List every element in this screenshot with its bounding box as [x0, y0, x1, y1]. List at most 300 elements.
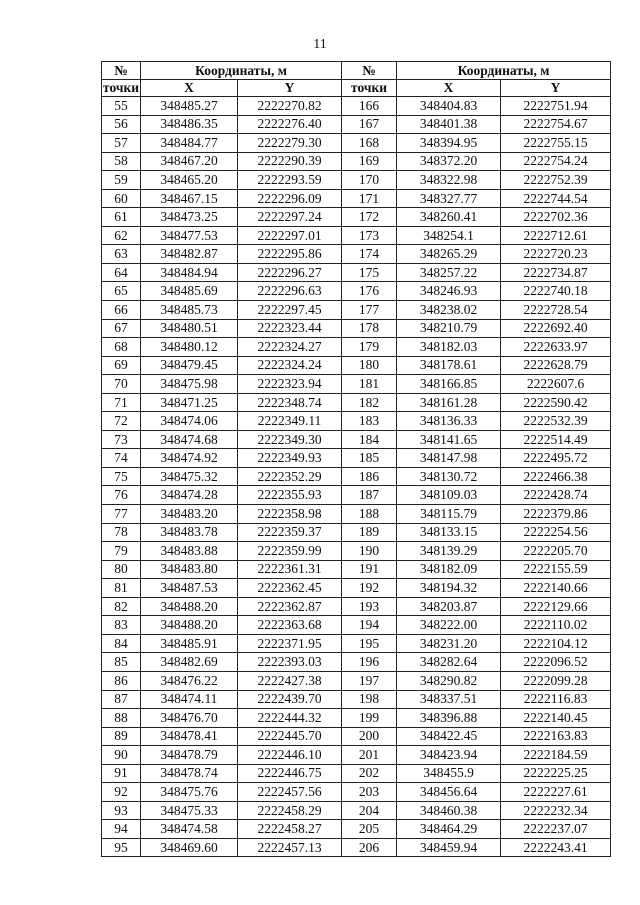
point-number-cell: 62 — [102, 226, 141, 245]
x-coordinate-cell: 348475.32 — [141, 467, 238, 486]
table-row — [102, 579, 611, 598]
table-row — [102, 505, 611, 524]
table-row — [102, 820, 611, 839]
x-coordinate-cell: 348257.22 — [397, 263, 501, 282]
x-coordinate-cell: 348254.1 — [397, 226, 501, 245]
y-coordinate-cell: 2222358.98 — [238, 505, 342, 524]
y-coordinate-cell: 2222324.24 — [238, 356, 342, 375]
y-coordinate-cell: 2222290.39 — [238, 152, 342, 171]
x-coordinate-cell: 348109.03 — [397, 486, 501, 505]
y-coordinate-cell: 2222514.49 — [501, 430, 611, 449]
point-number-cell: 171 — [342, 189, 397, 208]
table-row — [102, 152, 611, 171]
x-coordinate-cell: 348478.74 — [141, 764, 238, 783]
x-coordinate-cell: 348178.61 — [397, 356, 501, 375]
y-coordinate-cell: 2222446.10 — [238, 746, 342, 765]
x-coordinate-cell: 348474.58 — [141, 820, 238, 839]
coordinates-header-left: Координаты, м — [141, 62, 342, 80]
y-coordinate-cell: 2222279.30 — [238, 134, 342, 153]
point-number-cell: 169 — [342, 152, 397, 171]
x-coordinate-cell: 348478.41 — [141, 727, 238, 746]
y-coordinate-cell: 2222458.27 — [238, 820, 342, 839]
point-number-cell: 195 — [342, 634, 397, 653]
x-coordinate-cell: 348476.22 — [141, 671, 238, 690]
y-coordinate-cell: 2222371.95 — [238, 634, 342, 653]
point-number-cell: 182 — [342, 393, 397, 412]
point-number-cell: 57 — [102, 134, 141, 153]
table-row — [102, 746, 611, 765]
y-coordinate-cell: 2222295.86 — [238, 245, 342, 264]
y-coordinate-cell: 2222439.70 — [238, 690, 342, 709]
point-number-cell: 87 — [102, 690, 141, 709]
point-number-cell: 69 — [102, 356, 141, 375]
x-coordinate-cell: 348482.69 — [141, 653, 238, 672]
point-number-cell: 61 — [102, 208, 141, 227]
y-coordinate-cell: 2222702.36 — [501, 208, 611, 227]
point-number-cell: 83 — [102, 616, 141, 635]
y-coordinate-cell: 2222243.41 — [501, 838, 611, 857]
point-number-cell: 55 — [102, 97, 141, 116]
y-coordinate-cell: 2222296.63 — [238, 282, 342, 301]
x-coordinate-cell: 348479.45 — [141, 356, 238, 375]
point-number-cell: 191 — [342, 560, 397, 579]
point-number-cell: 60 — [102, 189, 141, 208]
y-coordinate-cell: 2222740.18 — [501, 282, 611, 301]
x-coordinate-cell: 348394.95 — [397, 134, 501, 153]
y-coordinate-cell: 2222393.03 — [238, 653, 342, 672]
table-row — [102, 97, 611, 116]
y-coordinate-cell: 2222110.02 — [501, 616, 611, 635]
point-number-cell: 167 — [342, 115, 397, 134]
y-coordinate-cell: 2222754.67 — [501, 115, 611, 134]
y-coordinate-cell: 2222225.25 — [501, 764, 611, 783]
x-coordinate-cell: 348474.92 — [141, 449, 238, 468]
x-coordinate-cell: 348182.03 — [397, 338, 501, 357]
point-number-cell: 203 — [342, 783, 397, 802]
y-coordinate-cell: 2222734.87 — [501, 263, 611, 282]
y-coordinate-cell: 2222270.82 — [238, 97, 342, 116]
coordinates-table — [101, 61, 611, 857]
x-coordinate-cell: 348474.28 — [141, 486, 238, 505]
table-row — [102, 616, 611, 635]
point-number-cell: 197 — [342, 671, 397, 690]
point-number-cell: 187 — [342, 486, 397, 505]
point-number-cell: 173 — [342, 226, 397, 245]
x-coordinate-cell: 348485.73 — [141, 301, 238, 320]
x-coordinate-cell: 348396.88 — [397, 709, 501, 728]
point-number-cell: 202 — [342, 764, 397, 783]
x-coordinate-cell: 348485.91 — [141, 634, 238, 653]
point-number-cell: 177 — [342, 301, 397, 320]
point-number-cell: 88 — [102, 709, 141, 728]
table-row — [102, 597, 611, 616]
y-coordinate-cell: 2222349.30 — [238, 430, 342, 449]
point-number-cell: 178 — [342, 319, 397, 338]
y-coordinate-cell: 2222363.68 — [238, 616, 342, 635]
y-header-right: Y — [501, 80, 611, 97]
x-coordinate-cell: 348475.76 — [141, 783, 238, 802]
y-coordinate-cell: 2222444.32 — [238, 709, 342, 728]
coordinates-body — [102, 97, 611, 857]
table-row — [102, 282, 611, 301]
point-number-cell: 193 — [342, 597, 397, 616]
y-coordinate-cell: 2222140.45 — [501, 709, 611, 728]
y-coordinate-cell: 2222352.29 — [238, 467, 342, 486]
y-coordinate-cell: 2222633.97 — [501, 338, 611, 357]
x-coordinate-cell: 348210.79 — [397, 319, 501, 338]
table-row — [102, 263, 611, 282]
point-number-cell: 176 — [342, 282, 397, 301]
y-coordinate-cell: 2222163.83 — [501, 727, 611, 746]
point-number-cell: 64 — [102, 263, 141, 282]
x-coordinate-cell: 348473.25 — [141, 208, 238, 227]
table-row — [102, 671, 611, 690]
table-row — [102, 542, 611, 561]
y-coordinate-cell: 2222457.13 — [238, 838, 342, 857]
y-coordinate-cell: 2222361.31 — [238, 560, 342, 579]
y-coordinate-cell: 2222104.12 — [501, 634, 611, 653]
point-number-cell: 174 — [342, 245, 397, 264]
x-coordinate-cell: 348194.32 — [397, 579, 501, 598]
point-number-cell: 76 — [102, 486, 141, 505]
y-coordinate-cell: 2222237.07 — [501, 820, 611, 839]
y-coordinate-cell: 2222140.66 — [501, 579, 611, 598]
x-coordinate-cell: 348465.20 — [141, 171, 238, 190]
table-row — [102, 356, 611, 375]
point-number-cell: 205 — [342, 820, 397, 839]
point-number-cell: 56 — [102, 115, 141, 134]
x-coordinate-cell: 348166.85 — [397, 375, 501, 394]
y-coordinate-cell: 2222096.52 — [501, 653, 611, 672]
y-coordinate-cell: 2222752.39 — [501, 171, 611, 190]
table-row — [102, 375, 611, 394]
y-coordinate-cell: 2222355.93 — [238, 486, 342, 505]
y-coordinate-cell: 2222720.23 — [501, 245, 611, 264]
table-row — [102, 783, 611, 802]
point-number-cell: 59 — [102, 171, 141, 190]
x-coordinate-cell: 348203.87 — [397, 597, 501, 616]
x-coordinate-cell: 348483.88 — [141, 542, 238, 561]
x-coordinate-cell: 348485.69 — [141, 282, 238, 301]
x-coordinate-cell: 348483.78 — [141, 523, 238, 542]
point-number-cell: 179 — [342, 338, 397, 357]
point-number-cell: 85 — [102, 653, 141, 672]
point-number-cell: 200 — [342, 727, 397, 746]
point-number-cell: 180 — [342, 356, 397, 375]
x-coordinate-cell: 348478.79 — [141, 746, 238, 765]
point-number-cell: 95 — [102, 838, 141, 857]
x-coordinate-cell: 348260.41 — [397, 208, 501, 227]
point-number-cell: 65 — [102, 282, 141, 301]
table-row — [102, 801, 611, 820]
x-coordinate-cell: 348423.94 — [397, 746, 501, 765]
y-coordinate-cell: 2222297.24 — [238, 208, 342, 227]
y-coordinate-cell: 2222293.59 — [238, 171, 342, 190]
table-row — [102, 838, 611, 857]
point-number-cell: 94 — [102, 820, 141, 839]
point-number-cell: 186 — [342, 467, 397, 486]
y-coordinate-cell: 2222116.83 — [501, 690, 611, 709]
x-coordinate-cell: 348115.79 — [397, 505, 501, 524]
x-coordinate-cell: 348477.53 — [141, 226, 238, 245]
point-number-cell: 73 — [102, 430, 141, 449]
point-number-cell: 67 — [102, 319, 141, 338]
point-number-cell: 82 — [102, 597, 141, 616]
point-number-cell: 194 — [342, 616, 397, 635]
y-coordinate-cell: 2222227.61 — [501, 783, 611, 802]
x-coordinate-cell: 348471.25 — [141, 393, 238, 412]
y-coordinate-cell: 2222297.45 — [238, 301, 342, 320]
point-number-header-right: № — [342, 62, 397, 80]
table-row — [102, 486, 611, 505]
x-coordinate-cell: 348322.98 — [397, 171, 501, 190]
x-coordinate-cell: 348484.77 — [141, 134, 238, 153]
y-coordinate-cell: 2222099.28 — [501, 671, 611, 690]
x-header-right: X — [397, 80, 501, 97]
table-row — [102, 226, 611, 245]
point-number-cell: 93 — [102, 801, 141, 820]
y-coordinate-cell: 2222359.99 — [238, 542, 342, 561]
point-sub-header-right: точки — [342, 80, 397, 97]
point-number-cell: 181 — [342, 375, 397, 394]
y-coordinate-cell: 2222466.38 — [501, 467, 611, 486]
x-coordinate-cell: 348487.53 — [141, 579, 238, 598]
x-coordinate-cell: 348488.20 — [141, 616, 238, 635]
table-row — [102, 560, 611, 579]
point-number-cell: 172 — [342, 208, 397, 227]
y-header-left: Y — [238, 80, 342, 97]
x-coordinate-cell: 348476.70 — [141, 709, 238, 728]
x-coordinate-cell: 348469.60 — [141, 838, 238, 857]
y-coordinate-cell: 2222458.29 — [238, 801, 342, 820]
x-coordinate-cell: 348130.72 — [397, 467, 501, 486]
table-row — [102, 764, 611, 783]
x-coordinate-cell: 348161.28 — [397, 393, 501, 412]
x-coordinate-cell: 348474.06 — [141, 412, 238, 431]
x-coordinate-cell: 348456.64 — [397, 783, 501, 802]
x-coordinate-cell: 348136.33 — [397, 412, 501, 431]
x-coordinate-cell: 348464.29 — [397, 820, 501, 839]
x-coordinate-cell: 348141.65 — [397, 430, 501, 449]
y-coordinate-cell: 2222276.40 — [238, 115, 342, 134]
table-row — [102, 393, 611, 412]
x-coordinate-cell: 348133.15 — [397, 523, 501, 542]
x-header-left: X — [141, 80, 238, 97]
x-coordinate-cell: 348222.00 — [397, 616, 501, 635]
point-number-cell: 166 — [342, 97, 397, 116]
y-coordinate-cell: 2222129.66 — [501, 597, 611, 616]
point-number-cell: 188 — [342, 505, 397, 524]
point-number-cell: 89 — [102, 727, 141, 746]
point-number-cell: 77 — [102, 505, 141, 524]
x-coordinate-cell: 348327.77 — [397, 189, 501, 208]
y-coordinate-cell: 2222532.39 — [501, 412, 611, 431]
y-coordinate-cell: 2222323.44 — [238, 319, 342, 338]
table-row — [102, 449, 611, 468]
x-coordinate-cell: 348147.98 — [397, 449, 501, 468]
point-number-cell: 86 — [102, 671, 141, 690]
y-coordinate-cell: 2222323.94 — [238, 375, 342, 394]
x-coordinate-cell: 348475.98 — [141, 375, 238, 394]
table-row — [102, 690, 611, 709]
y-coordinate-cell: 2222348.74 — [238, 393, 342, 412]
x-coordinate-cell: 348246.93 — [397, 282, 501, 301]
y-coordinate-cell: 2222446.75 — [238, 764, 342, 783]
y-coordinate-cell: 2222297.01 — [238, 226, 342, 245]
x-coordinate-cell: 348475.33 — [141, 801, 238, 820]
y-coordinate-cell: 2222296.09 — [238, 189, 342, 208]
point-number-cell: 72 — [102, 412, 141, 431]
table-row — [102, 634, 611, 653]
point-number-cell: 184 — [342, 430, 397, 449]
x-coordinate-cell: 348290.82 — [397, 671, 501, 690]
x-coordinate-cell: 348484.94 — [141, 263, 238, 282]
table-row — [102, 709, 611, 728]
y-coordinate-cell: 2222495.72 — [501, 449, 611, 468]
table-row — [102, 301, 611, 320]
point-number-cell: 192 — [342, 579, 397, 598]
point-number-cell: 70 — [102, 375, 141, 394]
table-row — [102, 523, 611, 542]
point-number-cell: 63 — [102, 245, 141, 264]
y-coordinate-cell: 2222607.6 — [501, 375, 611, 394]
point-number-cell: 75 — [102, 467, 141, 486]
table-row — [102, 208, 611, 227]
table-row — [102, 115, 611, 134]
x-coordinate-cell: 348480.12 — [141, 338, 238, 357]
x-coordinate-cell: 348231.20 — [397, 634, 501, 653]
table-row — [102, 245, 611, 264]
point-number-cell: 189 — [342, 523, 397, 542]
x-coordinate-cell: 348483.20 — [141, 505, 238, 524]
point-number-cell: 183 — [342, 412, 397, 431]
point-number-cell: 185 — [342, 449, 397, 468]
x-coordinate-cell: 348139.29 — [397, 542, 501, 561]
y-coordinate-cell: 2222362.45 — [238, 579, 342, 598]
y-coordinate-cell: 2222692.40 — [501, 319, 611, 338]
point-number-cell: 175 — [342, 263, 397, 282]
point-number-cell: 78 — [102, 523, 141, 542]
y-coordinate-cell: 2222362.87 — [238, 597, 342, 616]
point-sub-header-left: точки — [102, 80, 140, 95]
point-number-cell: 196 — [342, 653, 397, 672]
x-coordinate-cell: 348422.45 — [397, 727, 501, 746]
point-number-cell: 91 — [102, 764, 141, 783]
table-row — [102, 171, 611, 190]
x-coordinate-cell: 348265.29 — [397, 245, 501, 264]
point-number-cell: 90 — [102, 746, 141, 765]
x-coordinate-cell: 348474.68 — [141, 430, 238, 449]
table-row — [102, 412, 611, 431]
table-row — [102, 467, 611, 486]
y-coordinate-cell: 2222728.54 — [501, 301, 611, 320]
y-coordinate-cell: 2222457.56 — [238, 783, 342, 802]
y-coordinate-cell: 2222751.94 — [501, 97, 611, 116]
point-number-cell: 74 — [102, 449, 141, 468]
table-row — [102, 653, 611, 672]
point-number-cell: 58 — [102, 152, 141, 171]
x-coordinate-cell: 348455.9 — [397, 764, 501, 783]
point-number-cell: 66 — [102, 301, 141, 320]
point-number-cell: 80 — [102, 560, 141, 579]
y-coordinate-cell: 2222359.37 — [238, 523, 342, 542]
x-coordinate-cell: 348404.83 — [397, 97, 501, 116]
y-coordinate-cell: 2222349.93 — [238, 449, 342, 468]
point-number-header-left: № — [102, 62, 141, 80]
y-coordinate-cell: 2222296.27 — [238, 263, 342, 282]
y-coordinate-cell: 2222428.74 — [501, 486, 611, 505]
x-coordinate-cell: 348486.35 — [141, 115, 238, 134]
x-coordinate-cell: 348480.51 — [141, 319, 238, 338]
x-coordinate-cell: 348467.20 — [141, 152, 238, 171]
page-number: 11 — [313, 37, 327, 52]
y-coordinate-cell: 2222445.70 — [238, 727, 342, 746]
x-coordinate-cell: 348238.02 — [397, 301, 501, 320]
x-coordinate-cell: 348372.20 — [397, 152, 501, 171]
y-coordinate-cell: 2222349.11 — [238, 412, 342, 431]
point-number-cell: 206 — [342, 838, 397, 857]
table-row — [102, 727, 611, 746]
point-number-cell: 81 — [102, 579, 141, 598]
y-coordinate-cell: 2222744.54 — [501, 189, 611, 208]
x-coordinate-cell: 348182.09 — [397, 560, 501, 579]
y-coordinate-cell: 2222184.59 — [501, 746, 611, 765]
point-number-cell: 168 — [342, 134, 397, 153]
point-number-cell: 198 — [342, 690, 397, 709]
x-coordinate-cell: 348460.38 — [397, 801, 501, 820]
x-coordinate-cell: 348401.38 — [397, 115, 501, 134]
x-coordinate-cell: 348467.15 — [141, 189, 238, 208]
point-number-cell: 92 — [102, 783, 141, 802]
table-row — [102, 319, 611, 338]
y-coordinate-cell: 2222712.61 — [501, 226, 611, 245]
y-coordinate-cell: 2222590.42 — [501, 393, 611, 412]
x-coordinate-cell: 348482.87 — [141, 245, 238, 264]
y-coordinate-cell: 2222205.70 — [501, 542, 611, 561]
y-coordinate-cell: 2222155.59 — [501, 560, 611, 579]
point-number-cell: 201 — [342, 746, 397, 765]
x-coordinate-cell: 348488.20 — [141, 597, 238, 616]
coordinates-header-right: Координаты, м — [397, 62, 611, 80]
x-coordinate-cell: 348483.80 — [141, 560, 238, 579]
table-row — [102, 189, 611, 208]
point-number-cell: 84 — [102, 634, 141, 653]
table-row — [102, 338, 611, 357]
y-coordinate-cell: 2222427.38 — [238, 671, 342, 690]
point-number-cell: 204 — [342, 801, 397, 820]
y-coordinate-cell: 2222254.56 — [501, 523, 611, 542]
x-coordinate-cell: 348459.94 — [397, 838, 501, 857]
table-row — [102, 430, 611, 449]
x-coordinate-cell: 348485.27 — [141, 97, 238, 116]
y-coordinate-cell: 2222324.27 — [238, 338, 342, 357]
point-number-cell: 199 — [342, 709, 397, 728]
point-number-cell: 71 — [102, 393, 141, 412]
x-coordinate-cell: 348337.51 — [397, 690, 501, 709]
point-number-cell: 190 — [342, 542, 397, 561]
x-coordinate-cell: 348474.11 — [141, 690, 238, 709]
point-number-cell: 68 — [102, 338, 141, 357]
point-number-cell: 79 — [102, 542, 141, 561]
y-coordinate-cell: 2222754.24 — [501, 152, 611, 171]
x-coordinate-cell: 348282.64 — [397, 653, 501, 672]
y-coordinate-cell: 2222232.34 — [501, 801, 611, 820]
y-coordinate-cell: 2222379.86 — [501, 505, 611, 524]
point-number-cell: 170 — [342, 171, 397, 190]
y-coordinate-cell: 2222755.15 — [501, 134, 611, 153]
table-row — [102, 134, 611, 153]
y-coordinate-cell: 2222628.79 — [501, 356, 611, 375]
